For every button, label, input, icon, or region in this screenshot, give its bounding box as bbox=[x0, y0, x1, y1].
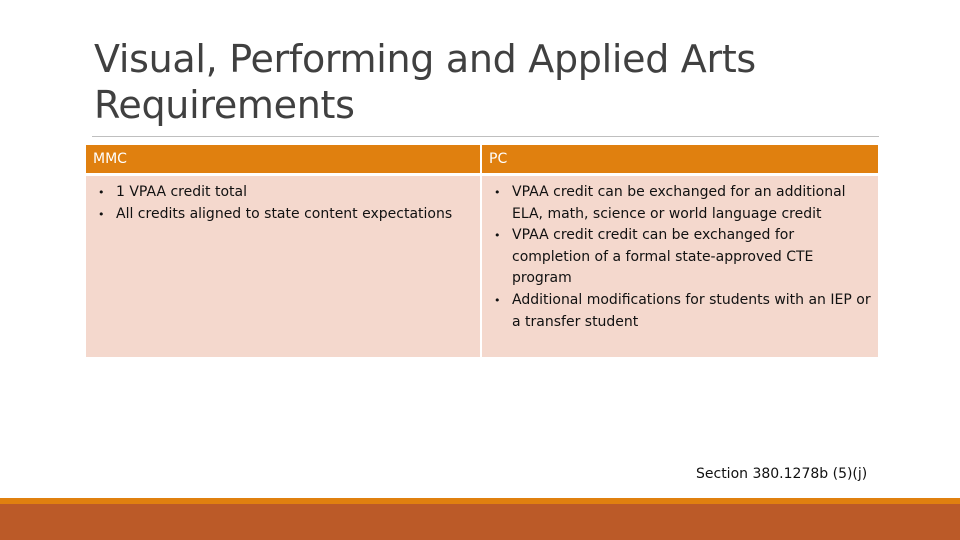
pc-cell bbox=[482, 176, 878, 357]
pc-bullet-list bbox=[488, 182, 872, 333]
list-item: • VPAA credit can be exchanged for an additional ELA, math, science or world language credit bbox=[488, 182, 872, 225]
column-header-mmc: MMC bbox=[86, 145, 480, 173]
legal-citation: Section 380.1278b (5)(j) bbox=[696, 466, 868, 482]
mmc-bullet-list bbox=[92, 182, 474, 225]
table-body-row bbox=[86, 176, 878, 357]
list-item: • VPAA credit credit can be exchanged for completion of a formal state-approved CTE program bbox=[488, 225, 872, 290]
column-header-pc: PC bbox=[482, 145, 878, 173]
list-item: • 1 VPAA credit total bbox=[92, 182, 474, 204]
slide-title: Visual, Performing and Applied Arts Requirements bbox=[94, 37, 756, 127]
title-divider bbox=[92, 136, 879, 137]
list-item: • Additional modifications for students with an IEP or a transfer student bbox=[488, 290, 872, 333]
table-header-row bbox=[86, 145, 878, 173]
mmc-cell bbox=[86, 176, 480, 357]
list-item: • All credits aligned to state content expectations bbox=[92, 204, 474, 226]
footer-bar bbox=[0, 504, 960, 540]
requirements-table bbox=[86, 145, 878, 357]
